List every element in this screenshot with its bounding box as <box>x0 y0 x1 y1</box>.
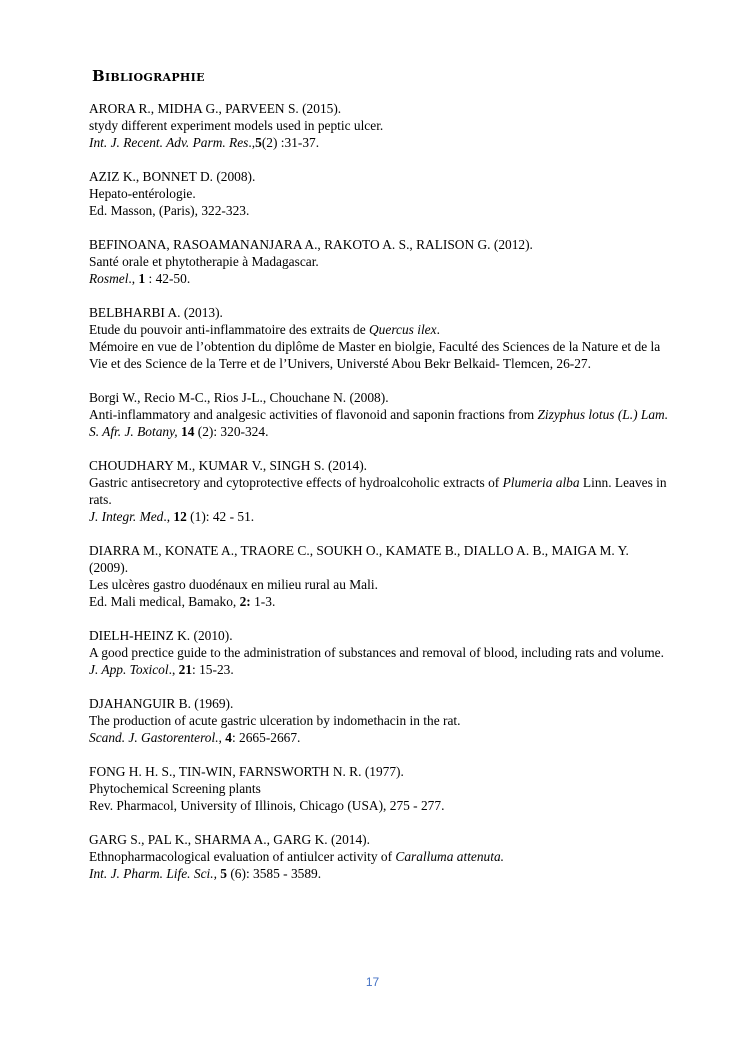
reference-authors: BEFINOANA, RASOAMANANJARA A., RAKOTO A. S., RALISON G. (2012). <box>89 237 533 252</box>
reference-authors: GARG S., PAL K., SHARMA A., GARG K. (2014). <box>89 832 370 847</box>
volume: 1 <box>138 271 146 286</box>
journal-name: Rosmel <box>89 271 129 286</box>
reference-authors: BELBHARBI A. (2013). <box>89 305 223 320</box>
reference-entry <box>89 457 669 525</box>
section-heading: Bibliographie <box>92 67 205 85</box>
reference-entry <box>89 100 669 151</box>
volume: 14 <box>181 424 195 439</box>
reference-title: A good prectice guide to the administration of substances and removal of blood, including rats and volume. <box>89 645 664 660</box>
reference-authors: DIARRA M., KONATE A., TRAORE C., SOUKH O., KAMATE B., DIALLO A. B., MAIGA M. Y. (2009). <box>89 543 629 575</box>
reference-authors: DJAHANGUIR B. (1969). <box>89 696 234 711</box>
reference-title: stydy different experiment models used in peptic ulcer. <box>89 118 384 133</box>
reference-source: Ed. Masson, (Paris), 322-323. <box>89 203 250 218</box>
species-name: Plumeria alba <box>502 475 580 490</box>
journal-name: Int. J. Recent. Adv. Parm. Res <box>89 135 249 150</box>
reference-source: Int. J. Pharm. Life. Sci., 5 (6): 3585 - 3589. <box>89 866 322 881</box>
reference-title: Etude du pouvoir anti-inflammatoire des extraits de Quercus ilex. <box>89 322 440 337</box>
reference-entry <box>89 831 669 882</box>
reference-entry <box>89 304 669 372</box>
volume: 4 <box>225 730 232 745</box>
volume: 5 <box>220 866 227 881</box>
reference-title: Ethnopharmacological evaluation of antiulcer activity of Caralluma attenuta. <box>89 849 505 864</box>
volume: 21 <box>178 662 193 677</box>
reference-title: Santé orale et phytotherapie à Madagascar. <box>89 254 319 269</box>
reference-title: Les ulcères gastro duodénaux en milieu rural au Mali. <box>89 577 378 592</box>
reference-title: Hepato-entérologie. <box>89 186 196 201</box>
reference-authors: DIELH-HEINZ K. (2010). <box>89 628 233 643</box>
species-name: Caralluma attenuta. <box>395 849 505 864</box>
reference-source: J. Integr. Med., 12 (1): 42 - 51. <box>89 509 255 524</box>
reference-title: Phytochemical Screening plants <box>89 781 261 796</box>
reference-title: Gastric antisecretory and cytoprotective effects of hydroalcoholic extracts of Plumeria alba Linn. Leaves in rats. <box>89 475 667 507</box>
reference-authors: FONG H. H. S., TIN-WIN, FARNSWORTH N. R. (1977). <box>89 764 404 779</box>
reference-entry <box>89 763 669 814</box>
reference-source: Rev. Pharmacol, University of Illinois, Chicago (USA), 275 - 277. <box>89 798 445 813</box>
reference-title: Anti-inflammatory and analgesic activities of flavonoid and saponin fractions from Zizyphus lotus (L.) Lam. <box>89 407 669 422</box>
bibliography-page <box>89 66 669 899</box>
reference-entry <box>89 168 669 219</box>
journal-name: J. App. Toxicol <box>89 662 169 677</box>
reference-authors: AZIZ K., BONNET D. (2008). <box>89 169 256 184</box>
journal-name: J. Integr. Med <box>89 509 164 524</box>
reference-entry <box>89 627 669 678</box>
reference-entry <box>89 236 669 287</box>
journal-name: Scand. J. Gastorenterol., <box>89 730 222 745</box>
journal-name: Int. J. Pharm. Life. Sci., <box>89 866 217 881</box>
reference-source: Ed. Mali medical, Bamako, 2: 1-3. <box>89 594 276 609</box>
reference-source: Rosmel., 1 : 42-50. <box>89 271 191 286</box>
reference-entry <box>89 695 669 746</box>
journal-name: S. Afr. J. Botany, <box>89 424 178 439</box>
reference-source: Scand. J. Gastorenterol., 4: 2665-2667. <box>89 730 301 745</box>
reference-source: S. Afr. J. Botany, 14 (2): 320-324. <box>89 424 269 439</box>
page-number: 17 <box>365 975 380 989</box>
reference-source: J. App. Toxicol., 21: 15-23. <box>89 662 234 677</box>
reference-source: Int. J. Recent. Adv. Parm. Res.,5(2) :31-37. <box>89 135 320 150</box>
volume: 5 <box>255 135 262 150</box>
species-name: Zizyphus lotus (L.) Lam. <box>537 407 669 422</box>
reference-authors: Borgi W., Recio M-C., Rios J-L., Chouchane N. (2008). <box>89 390 389 405</box>
reference-entry <box>89 542 669 610</box>
reference-source: Mémoire en vue de l’obtention du diplôme de Master en biolgie, Faculté des Sciences de la Nature et de la Vie et des Science de la Terre et de l’Univers, Universté Abou Bekr Belkaid- Tlemcen, 26-27. <box>89 339 661 371</box>
reference-authors: ARORA R., MIDHA G., PARVEEN S. (2015). <box>89 101 342 116</box>
species-name: Quercus ilex <box>369 322 437 337</box>
volume: 2: <box>239 594 251 609</box>
reference-entry <box>89 389 669 440</box>
volume: 12 <box>173 509 187 524</box>
reference-authors: CHOUDHARY M., KUMAR V., SINGH S. (2014). <box>89 458 368 473</box>
reference-title: The production of acute gastric ulceration by indomethacin in the rat. <box>89 713 461 728</box>
